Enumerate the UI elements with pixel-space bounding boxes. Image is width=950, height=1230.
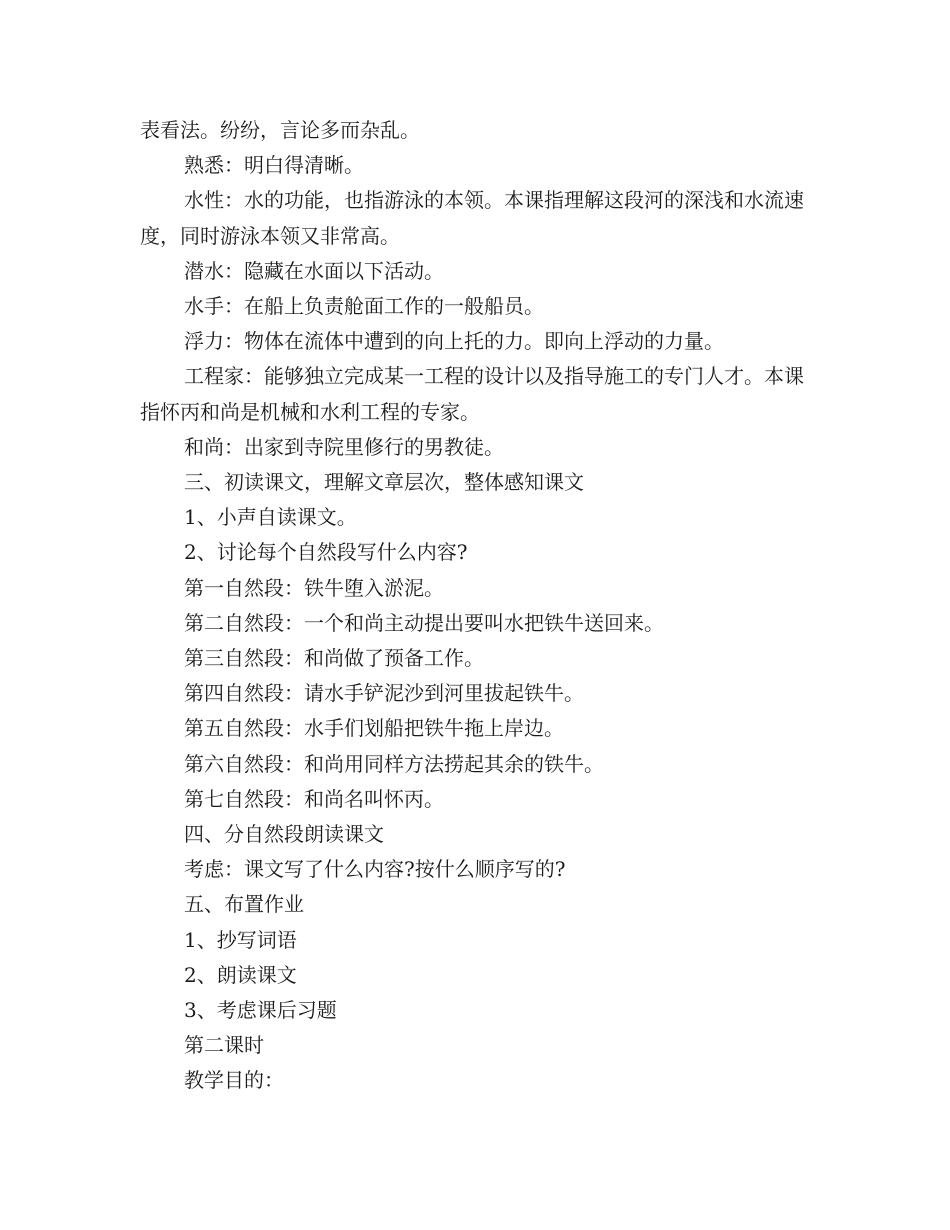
list-item: 1、小声自读课文。 xyxy=(184,505,357,530)
paragraph-summary-2: 第二自然段：一个和尚主动提出要叫水把铁牛送回来。 xyxy=(184,610,664,635)
paragraph-definition-engineer: 工程家：能够独立完成某一工程的设计以及指导施工的专门人才。本课指怀丙和尚是机械和水利工程的专家。 xyxy=(140,364,804,424)
paragraph-definition-sailor: 水手：在船上负责舱面工作的一般船员。 xyxy=(184,294,544,319)
paragraph-summary-5: 第五自然段：水手们划船把铁牛拖上岸边。 xyxy=(184,716,564,741)
section-heading-5: 五、布置作业 xyxy=(184,892,304,917)
paragraph-definition-familiar: 熟悉：明白得清晰。 xyxy=(184,153,364,178)
section-heading-3: 三、初读课文，理解文章层次，整体感知课文 xyxy=(184,470,584,495)
list-item: 3、考虑课后习题 xyxy=(184,998,337,1023)
paragraph-summary-6: 第六自然段：和尚用同样方法捞起其余的铁牛。 xyxy=(184,751,604,776)
paragraph-summary-4: 第四自然段：请水手铲泥沙到河里拔起铁牛。 xyxy=(184,681,584,706)
document-body xyxy=(140,113,820,1099)
paragraph-summary-1: 第一自然段：铁牛堕入淤泥。 xyxy=(184,575,444,600)
paragraph-summary-7: 第七自然段：和尚名叫怀丙。 xyxy=(184,786,444,811)
paragraph-definition-buoyancy: 浮力：物体在流体中遭到的向上托的力。即向上浮动的力量。 xyxy=(184,329,724,354)
paragraph-definition-water-skill: 水性：水的功能，也指游泳的本领。本课指理解这段河的深浅和水流速度，同时游泳本领又非常高。 xyxy=(140,188,804,248)
paragraph-continuation: 表看法。纷纷，言论多而杂乱。 xyxy=(140,118,420,142)
section-heading-4: 四、分自然段朗读课文 xyxy=(184,822,384,847)
paragraph-question: 考虑：课文写了什么内容?按什么顺序写的? xyxy=(184,857,566,882)
paragraph-definition-monk: 和尚：出家到寺院里修行的男教徒。 xyxy=(184,434,504,459)
list-item: 2、朗读课文 xyxy=(184,962,297,987)
list-item: 1、抄写词语 xyxy=(184,927,297,952)
list-item: 2、讨论每个自然段写什么内容? xyxy=(184,540,468,565)
paragraph-summary-3: 第三自然段：和尚做了预备工作。 xyxy=(184,646,484,671)
lesson-heading: 第二课时 xyxy=(184,1033,264,1058)
teaching-goal-heading: 教学目的： xyxy=(184,1068,284,1093)
paragraph-definition-diving: 潜水：隐藏在水面以下活动。 xyxy=(184,258,444,283)
